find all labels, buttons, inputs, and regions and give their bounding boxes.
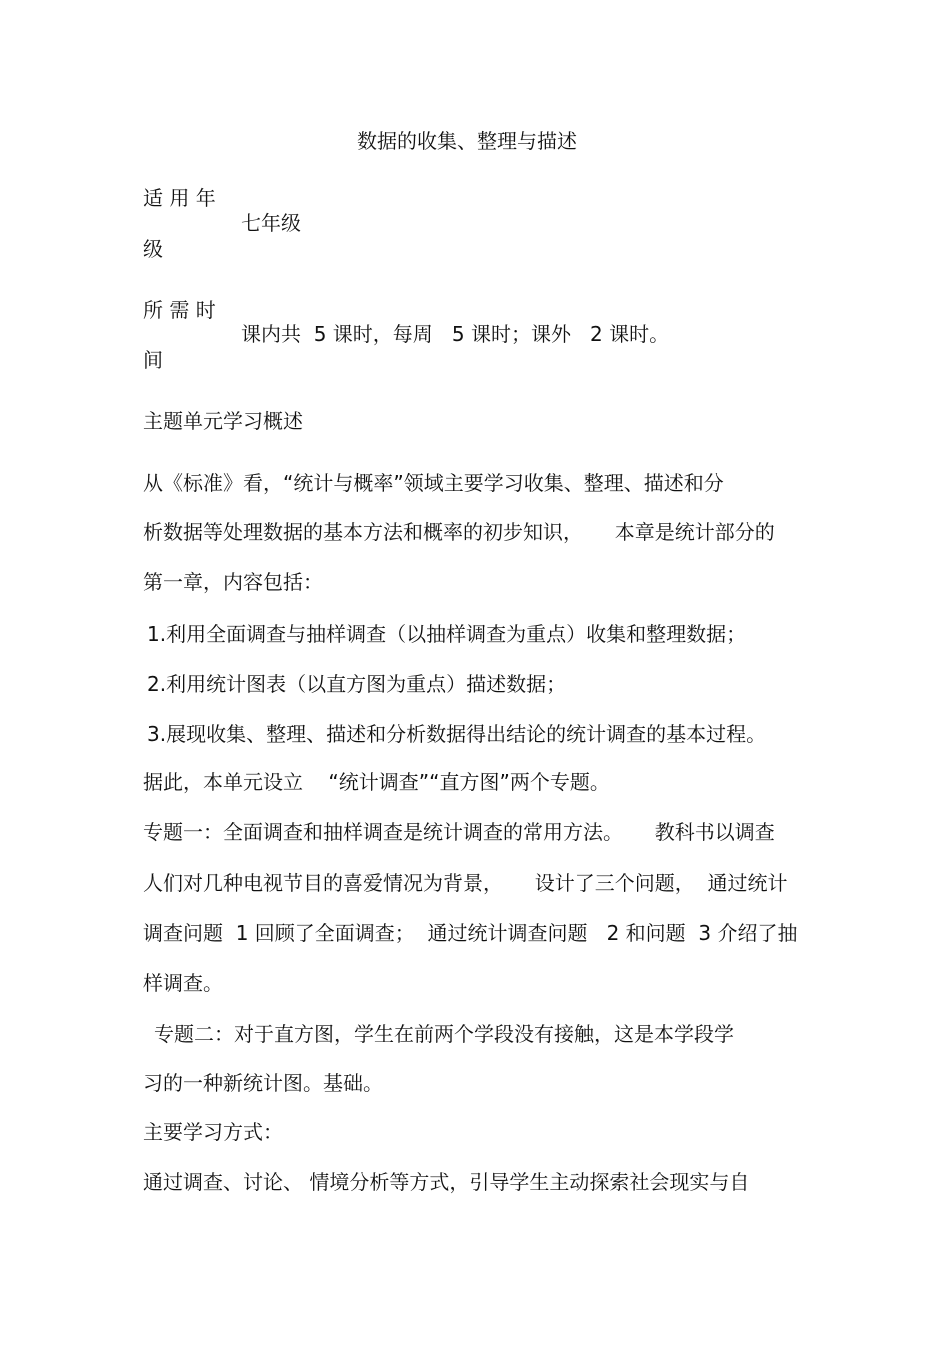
topic1-line-2: 人们对几种电视节目的喜爱情况为背景， 设计了三个问题， 通过统计 <box>143 871 788 895</box>
topic1-line-4: 样调查。 <box>143 971 223 995</box>
list-item-2: 2.利用统计图表（以直方图为重点）描述数据； <box>147 672 567 696</box>
topic1-line-1: 专题一：全面调查和抽样调查是统计调查的常用方法。 教科书以调查 <box>143 820 775 844</box>
topic1-line-3: 调查问题 1 回顾了全面调查； 通过统计调查问题 2 和问题 3 介绍了抽 <box>143 921 798 945</box>
time-value: 课内共 5 课时，每周 5 课时；课外 2 课时。 <box>241 322 670 346</box>
time-label-line1: 所 需 时 <box>143 298 216 322</box>
intro-line-3: 第一章，内容包括： <box>143 570 323 594</box>
list-item-1: 1.利用全面调查与抽样调查（以抽样调查为重点）收集和整理数据； <box>147 622 747 646</box>
intro-line-2: 析数据等处理数据的基本方法和概率的初步知识， 本章是统计部分的 <box>143 520 775 544</box>
method-heading: 主要学习方式： <box>143 1120 283 1144</box>
time-label-line2: 间 <box>143 348 163 372</box>
grade-label-line2: 级 <box>143 237 163 261</box>
method-line-1: 通过调查、讨论、 情境分析等方式，引导学生主动探索社会现实与自 <box>143 1170 750 1194</box>
basis-line: 据此，本单元设立 “统计调查”“直方图”两个专题。 <box>143 770 610 794</box>
section-heading: 主题单元学习概述 <box>143 409 303 433</box>
topic2-line-1: 专题二：对于直方图，学生在前两个学段没有接触，这是本学段学 <box>154 1022 734 1046</box>
document-title: 数据的收集、整理与描述 <box>357 129 577 153</box>
grade-label-line1: 适 用 年 <box>143 186 216 210</box>
list-item-3: 3.展现收集、整理、描述和分析数据得出结论的统计调查的基本过程。 <box>147 722 767 746</box>
intro-line-1: 从《标准》看，“统计与概率”领域主要学习收集、整理、描述和分 <box>143 471 724 495</box>
grade-value: 七年级 <box>241 211 301 235</box>
topic2-line-2: 习的一种新统计图。基础。 <box>143 1071 383 1095</box>
